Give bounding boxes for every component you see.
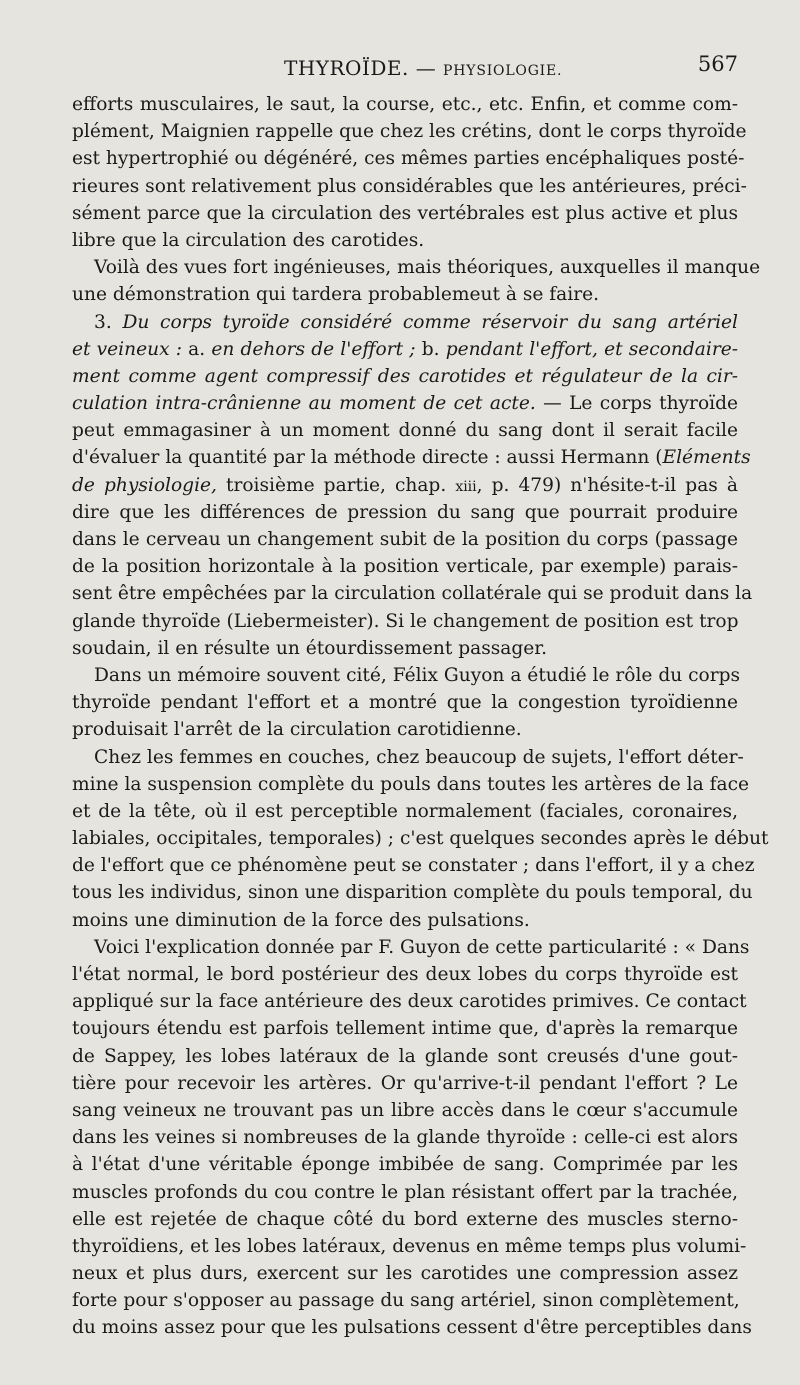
text-line: du moins assez pour que les pulsations cessent d'être perceptibles dans [72,1317,752,1339]
italic-run: Eléments [662,447,751,469]
text-line [72,336,738,363]
text-line [72,390,738,417]
text-run: b. [415,338,446,360]
text-line: à l'état d'une véritable éponge imbibée de sang. Comprimée par les [72,1154,738,1176]
text-run: a. [182,338,212,360]
text-line: labiales, occipitales, temporales) ; c'est quelques secondes après le début [72,828,769,850]
text-run: d'évaluer la quantité par la méthode directe : aussi Hermann ( [72,447,663,469]
body-text [72,91,769,1342]
italic-run: en dehors de l'effort ; [211,338,416,360]
text-line [72,363,738,390]
text-line: est hypertrophié ou dégénéré, ces mêmes parties encéphaliques posté- [72,148,745,170]
text-line: elle est rejetée de chaque côté du bord externe des muscles sterno- [72,1208,738,1230]
text-line: Dans un mémoire souvent cité, Félix Guyon a étudié le rôle du corps [94,664,741,686]
text-line: sang veineux ne trouvant pas un libre accès dans le cœur s'accumule [72,1099,738,1121]
italic-run: culation intra-crânienne au moment de cet acte. [72,393,536,415]
text-line: Voici l'explication donnée par F. Guyon de cette particularité : « Dans [94,936,750,958]
text-line: tière pour recevoir les artères. Or qu'arrive-t-il pendant l'effort ? Le [72,1072,738,1094]
text-line: plément, Maignien rappelle que chez les crétins, dont le corps thyroïde [72,121,747,143]
text-line: une démonstration qui tardera probablemeut à se faire. [72,284,600,306]
text-line: sément parce que la circulation des vertébrales est plus active et plus [72,202,738,224]
text-line: thyroïde pendant l'effort et a montré que la congestion tyroïdienne [72,692,738,714]
text-line [72,444,751,471]
text-line: dans le cerveau un changement subit de la position du corps (passage [72,529,738,550]
text-line: de Sappey, les lobes latéraux de la glande sont creusés d'une gout- [72,1045,738,1067]
running-title-section: PHYSIOLOGIE. [443,63,563,79]
text-line: et de la tête, où il est perceptible normalement (faciales, coronaires, [72,800,738,822]
text-line: efforts musculaires, le saut, la course, etc., etc. Enfin, et comme com- [72,94,738,115]
running-title-main: THYROÏDE. — [284,56,444,80]
text-run: troisième partie, chap. [216,474,456,496]
text-line: de la position horizontale à la position verticale, par exemple) parais- [72,556,738,578]
text-run: — Le corps thyroïde [535,393,738,415]
text-line: muscles profonds du cou contre le plan résistant offert par la trachée, [72,1181,738,1203]
text-line: peut emmagasiner à un moment donné du sang dont il serait facile [72,420,738,442]
page-number: 567 [697,52,738,76]
text-line: rieures sont relativement plus considérables que les antérieures, préci- [72,175,747,197]
running-head [72,52,738,86]
text-line: libre que la circulation des carotides. [72,229,425,251]
italic-run: Du corps tyroïde considéré comme réservoir du sang artériel [122,311,739,333]
italic-run: ment comme agent compressif des carotides et régulateur de la cir- [72,365,738,387]
text-run: 3. [94,311,123,333]
italic-run: pendant l'effort, et secondaire- [445,338,738,360]
text-line: Chez les femmes en couches, chez beaucoup de sujets, l'effort déter- [94,746,744,768]
text-run: , p. 479) n'hésite-t-il pas à [476,474,738,496]
text-line: l'état normal, le bord postérieur des deux lobes du corps thyroïde est [72,964,738,985]
text-line: toujours étendu est parfois tellement intime que, d'après la remarque [72,1018,738,1040]
text-line: tous les individus, sinon une disparition complète du pouls temporal, du [72,882,753,904]
text-line: Voilà des vues fort ingénieuses, mais théoriques, auxquelles il manque [94,257,761,279]
text-line: dans les veines si nombreuses de la glande thyroïde : celle-ci est alors [72,1127,738,1149]
text-line: sent être empêchées par la circulation collatérale qui se produit dans la [72,583,753,605]
text-line: produisait l'arrêt de la circulation carotidienne. [72,719,522,741]
text-line [72,472,738,499]
text-line: soudain, il en résulte un étourdissement passager. [72,637,548,659]
text-line: glande thyroïde (Liebermeister). Si le changement de position est trop [72,610,739,632]
text-line: forte pour s'opposer au passage du sang artériel, sinon complètement, [72,1290,740,1312]
text-run: xiii [455,478,477,495]
text-line: neux et plus durs, exercent sur les carotides une compression assez [72,1263,738,1285]
running-title [284,56,562,80]
text-line: mine la suspension complète du pouls dans toutes les artères de la face [72,773,749,795]
text-line: thyroïdiens, et les lobes latéraux, devenus en même temps plus volumi- [72,1235,747,1257]
text-line: appliqué sur la face antérieure des deux carotides primives. Ce contact [72,991,747,1013]
text-line: dire que les différences de pression du sang que pourrait produire [72,501,738,523]
text-line: de l'effort que ce phénomène peut se constater ; dans l'effort, il y a chez [72,855,755,877]
text-line: moins une diminution de la force des pulsations. [72,909,530,931]
italic-run: de physiologie, [72,474,217,496]
italic-run: et veineux : [72,338,182,360]
text-line [72,309,738,336]
